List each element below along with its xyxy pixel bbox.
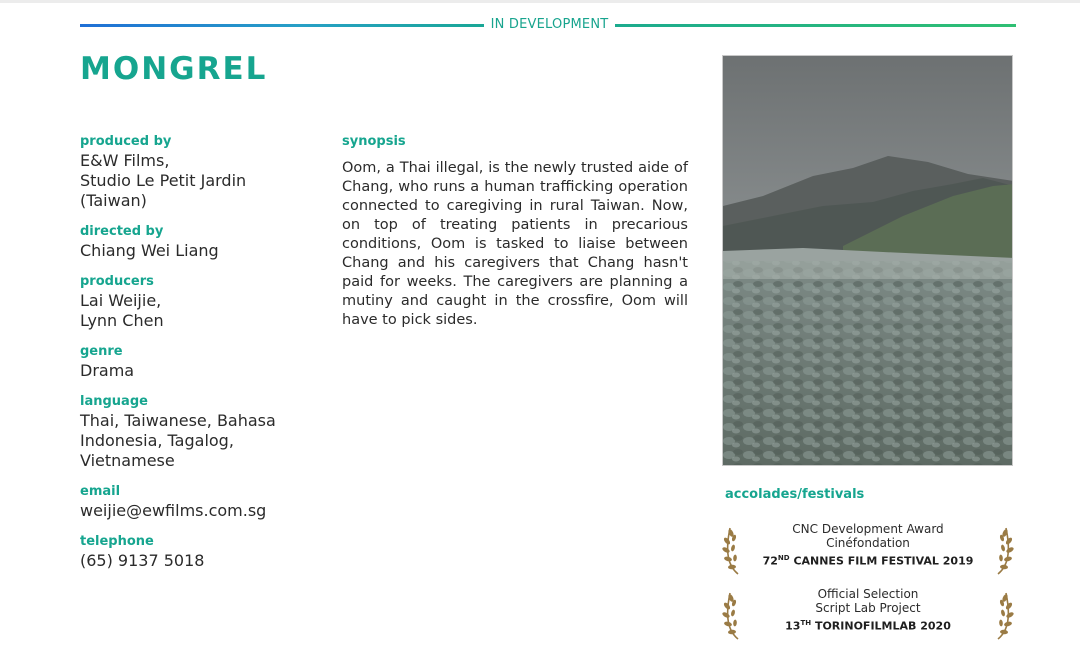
festival-ordinal: ND [777,554,790,562]
email-link[interactable]: weijie@ewfilms.com.sg [80,501,267,520]
detail-genre [80,343,320,381]
film-details [80,133,320,583]
detail-value: Lai Weijie, Lynn Chen [80,291,164,330]
top-edge-line [0,0,1080,3]
festival-name [750,616,986,634]
award-title: Official Selection [817,587,919,601]
award-text [750,522,986,569]
award-laurel-cannes [722,522,1014,576]
laurel-left-icon [722,589,744,641]
festival-event: TORINOFILMLAB 2020 [814,619,951,633]
award-subtitle: Cinéfondation [826,536,910,550]
detail-language [80,393,320,471]
laurel-left-icon [722,524,744,576]
laurel-right-icon [992,589,1014,641]
detail-email [80,483,320,521]
detail-label: email [80,484,121,499]
detail-label: produced by [80,134,172,149]
landscape-illustration [723,56,1013,466]
award-title: CNC Development Award [792,522,944,536]
award-text [750,587,986,634]
detail-value: (65) 9137 5018 [80,551,205,570]
detail-label: language [80,394,148,409]
film-title: MONGREL [80,51,268,87]
detail-value: Drama [80,361,135,380]
film-still-image [722,55,1013,466]
synopsis-section [342,133,688,330]
synopsis-label: synopsis [342,134,406,149]
detail-value: Thai, Taiwanese, Bahasa Indonesia, Tagalog, Vietnamese [80,411,276,470]
festival-event: CANNES FILM FESTIVAL 2019 [793,554,974,568]
award-laurel-torinofilmlab [722,587,1014,641]
accolades-heading: accolades/festivals [725,487,865,502]
detail-telephone [80,533,320,571]
laurel-right-icon [992,524,1014,576]
detail-label: directed by [80,224,164,239]
detail-label: telephone [80,534,154,549]
section-header [80,16,1016,34]
detail-value: E&W Films, Studio Le Petit Jardin (Taiwan) [80,151,247,210]
festival-name [750,551,986,569]
header-rule-left [80,24,484,27]
festival-ordinal: TH [800,619,812,627]
detail-directed-by [80,223,320,261]
header-rule-right [615,24,1016,27]
detail-label: genre [80,344,123,359]
synopsis-text: Oom, a Thai illegal, is the newly trusted aide of Chang, who runs a human trafficking operation connected to caregiving in rural Taiwan. Now, on top of treating patients in precarious conditions, Oom is tasked to liaise between Chang and his caregivers that Chang hasn't paid for weeks. The caregivers are planning a mutiny and caught in the crossfire, Oom will have to pick sides. [342,160,688,328]
award-subtitle: Script Lab Project [815,601,921,615]
detail-value: Chiang Wei Liang [80,241,219,260]
festival-edition: 72 [762,554,778,568]
section-label: IN DEVELOPMENT [490,17,609,32]
detail-label: producers [80,274,154,289]
detail-producers [80,273,320,331]
festival-edition: 13 [785,619,801,633]
detail-produced-by [80,133,320,211]
